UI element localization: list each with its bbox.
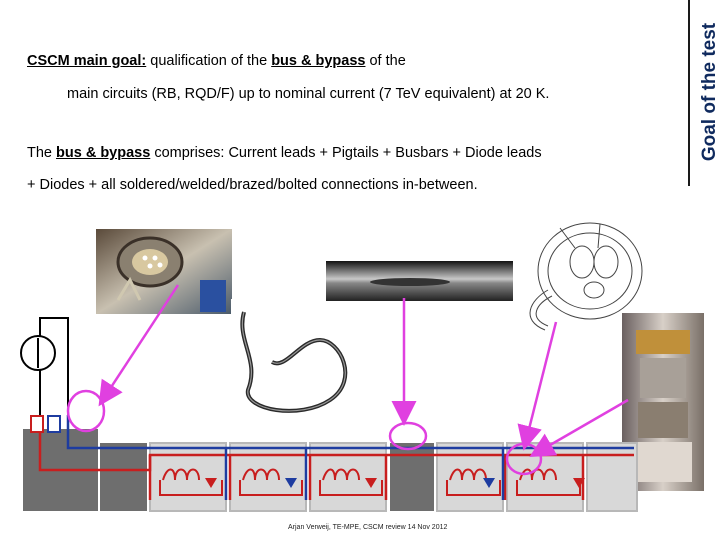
- lead-box-red: [31, 416, 43, 432]
- comprises-bus-bypass: bus & bypass: [56, 145, 151, 161]
- comprises-line-2: + Diodes + all soldered/welded/brazed/bolted connections in-between.: [27, 177, 478, 193]
- goal-text-2: of the: [365, 53, 406, 69]
- footer-credit: Arjan Verweij, TE-MPE, CSCM review 14 Nov 2012: [288, 524, 448, 531]
- current-lead-photo: [96, 229, 232, 314]
- comprises-text-1: comprises: Current leads + Pigtails + Busbars + Diode leads: [150, 145, 542, 161]
- busbar-xray-photo: [326, 261, 513, 301]
- comprises-prefix: The: [27, 145, 57, 161]
- goal-line-2: main circuits (RB, RQD/F) up to nominal current (7 TeV equivalent) at 20 K.: [67, 86, 550, 102]
- side-title: Goal of the test: [699, 22, 720, 162]
- lead-box-blue: [48, 416, 60, 432]
- goal-label: CSCM main goal:: [27, 53, 147, 69]
- pigtail-photo: [231, 299, 364, 433]
- power-supply-symbol: [21, 318, 68, 415]
- goal-text-1: qualification of the: [146, 53, 272, 69]
- goal-bus-bypass: bus & bypass: [271, 53, 366, 69]
